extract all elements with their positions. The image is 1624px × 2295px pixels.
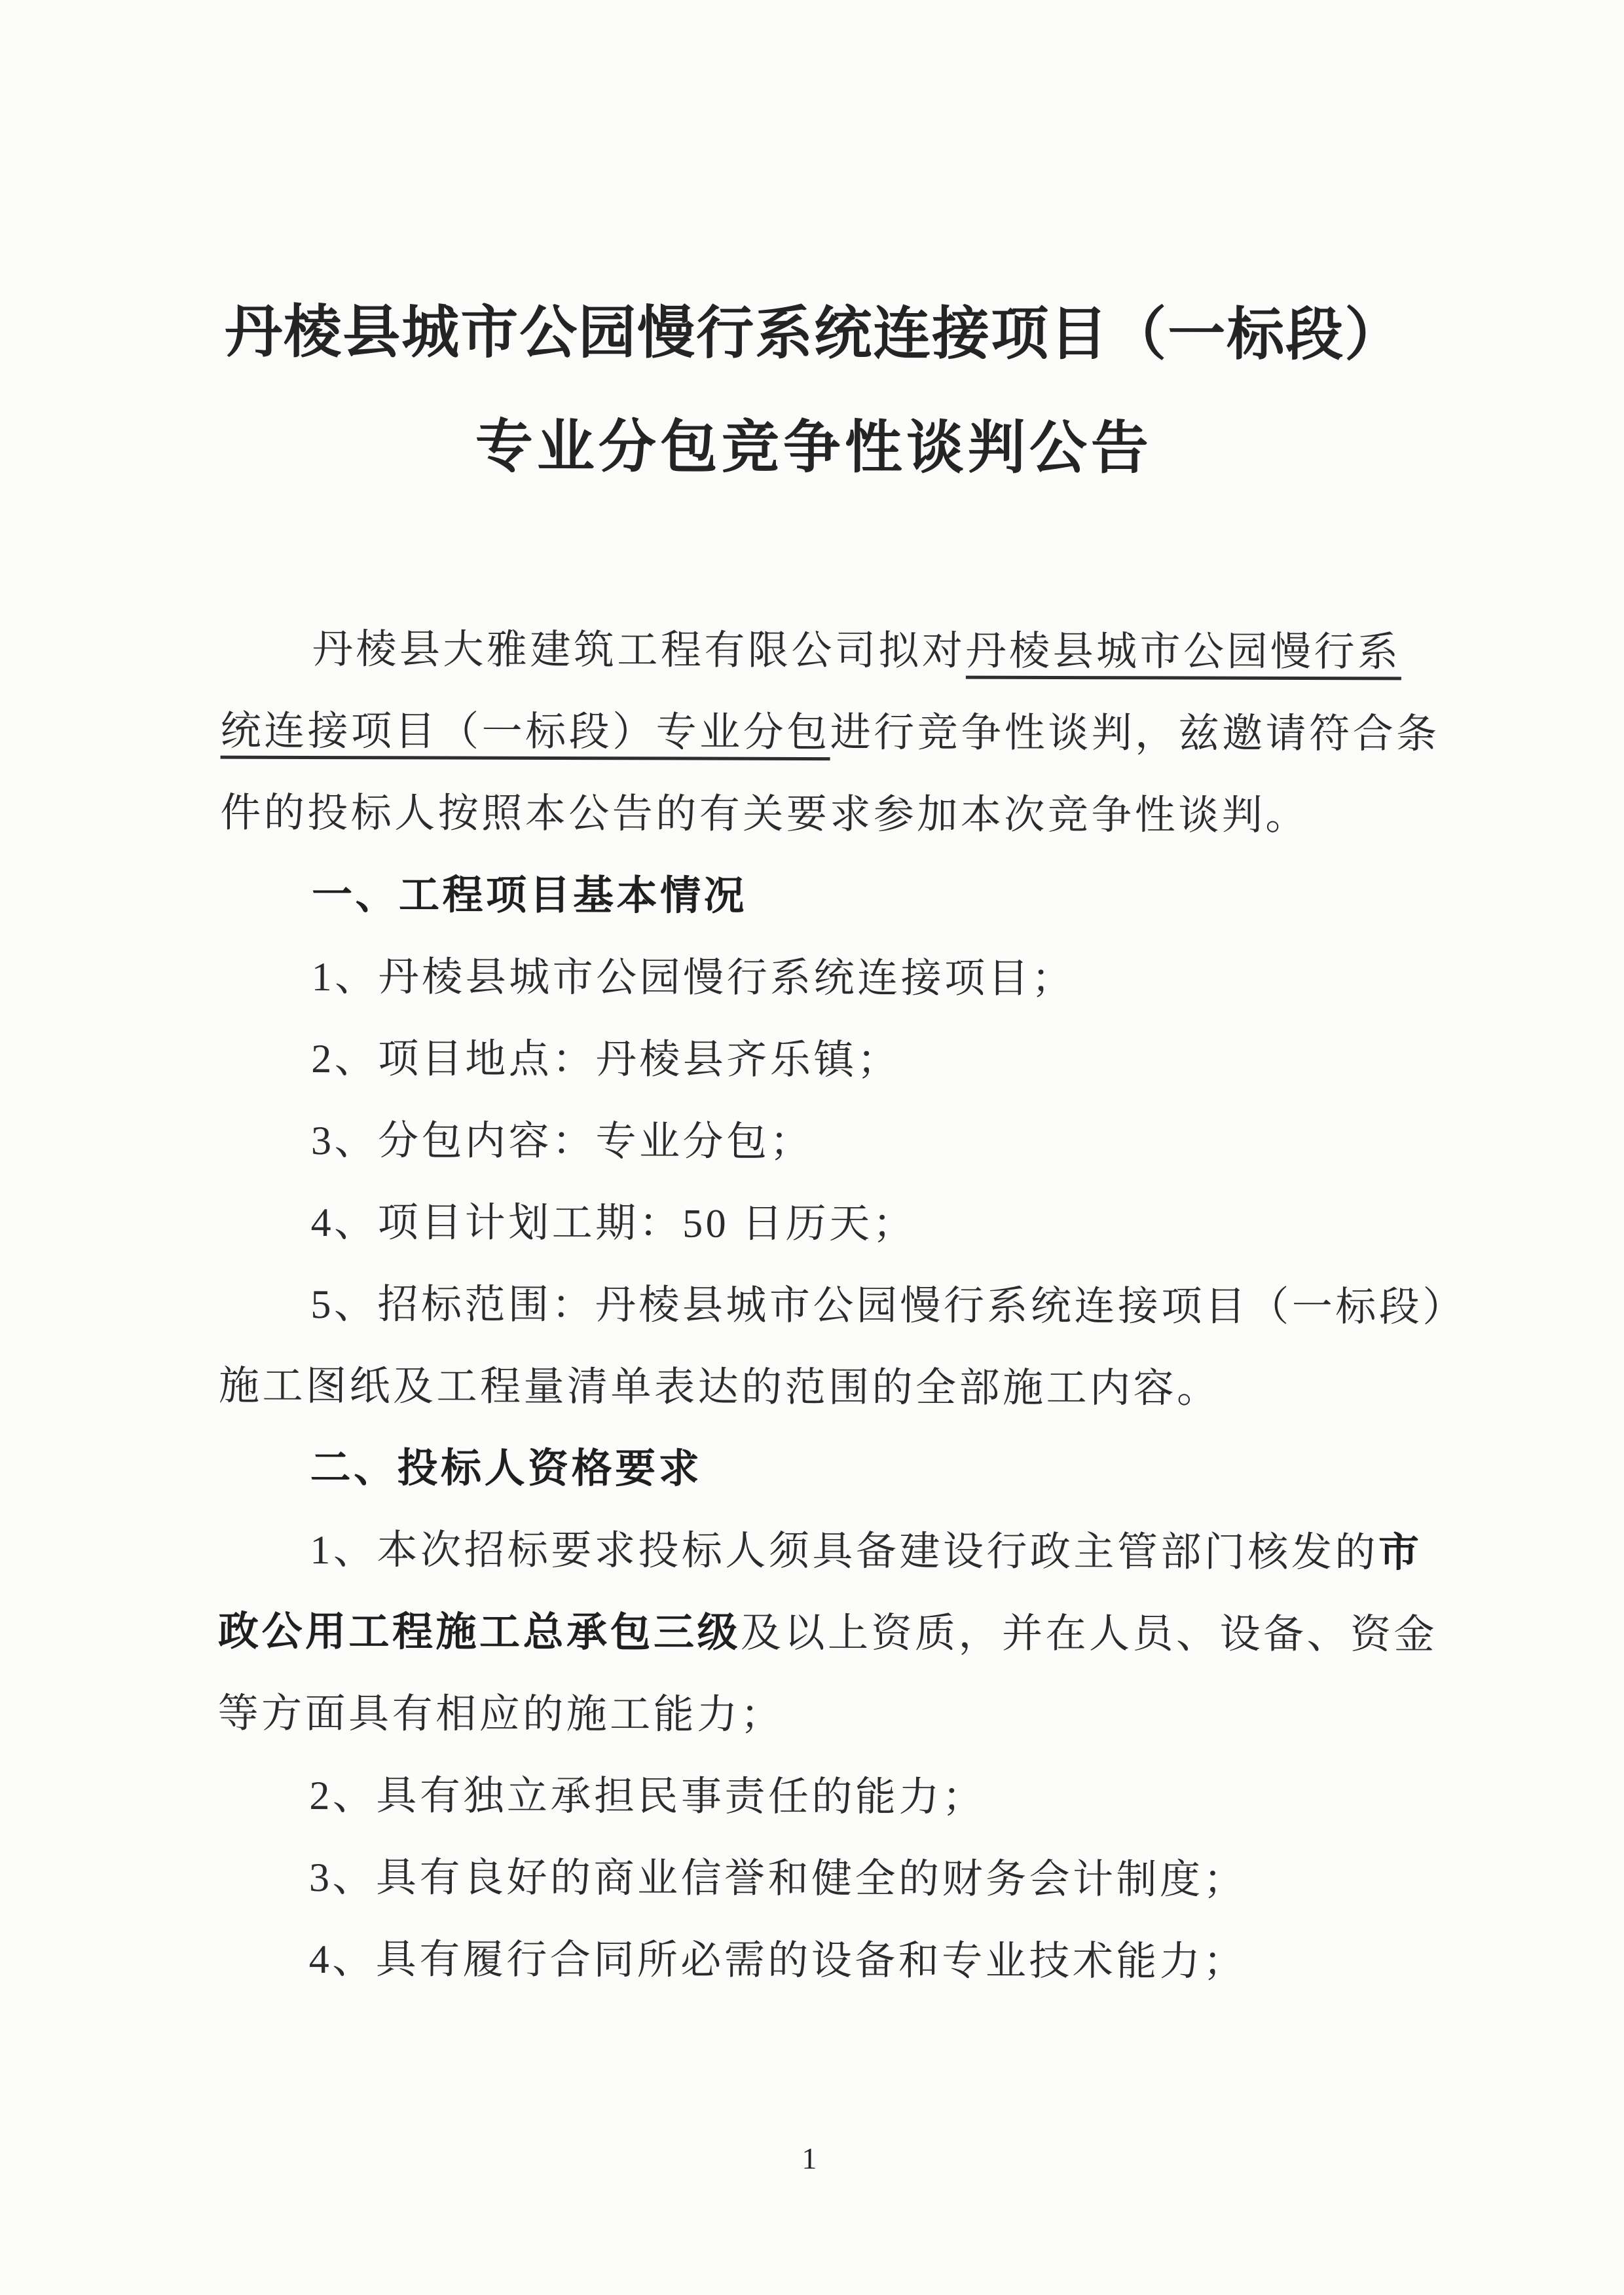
page-number: 1 [802,2141,817,2176]
paragraph1-line3: 件的投标人按照本公告的有关要求参加本次竞争性谈判。 [220,791,1309,838]
section1-item5-line1: 5、招标范围：丹棱县城市公园慢行系统连接项目（一标段） [310,1282,1466,1330]
section1-item5-line2: 施工图纸及工程量清单表达的范围的全部施工内容。 [218,1364,1221,1411]
section2-item1-line1-text: 1、本次招标要求投标人须具备建设行政主管部门核发的 [310,1527,1378,1576]
section1-item3: 3、分包内容：专业分包； [310,1118,814,1165]
paragraph1-line1-underlined-text: 丹棱县城市公园慢行系 [965,629,1401,681]
document-title-line1: 丹棱县城市公园慢行系统连接项目（一标段） [225,301,1404,368]
document-body [0,608,1624,2004]
paragraph1-line1-text: 丹棱县大雅建筑工程有限公司拟对 [312,627,966,674]
section2-item1-line2-text: 及以上资质，并在人员、设备、资金 [740,1611,1438,1658]
document-title-line2: 专业分包竞争性谈判公告 [475,415,1153,481]
section2-item3: 3、具有良好的商业信誉和健全的财务会计制度； [308,1855,1247,1903]
section1-item4: 4、项目计划工期：50 日历天； [310,1200,917,1247]
section1-item1: 1、丹棱县城市公园慢行系统连接项目； [311,954,1075,1002]
section2-item1-line3: 等方面具有相应的施工能力； [217,1691,784,1738]
section2-heading: 二、投标人资格要求 [310,1446,703,1492]
paragraph1-line2-text: 进行竞争性谈判，兹邀请符合条 [830,711,1440,757]
paragraph1-line1 [221,609,1455,694]
section2-item2: 2、具有独立承担民事责任的能力； [309,1773,986,1820]
section1-heading: 一、工程项目基本情况 [311,872,748,919]
section2-item1-line2 [218,1592,1452,1677]
paragraph1-line2-underlined-text: 统连接项目（一标段）专业分包 [221,709,830,760]
section2-item1-line1-bold-text: 市 [1378,1531,1422,1576]
section1-item2: 2、项目地点：丹棱县齐乐镇； [311,1036,901,1083]
section2-item1-line1 [218,1510,1452,1595]
paragraph1-line2 [220,691,1454,776]
section2-item1-line2-bold-text: 政公用工程施工总承包三级 [217,1609,741,1656]
section2-item4: 4、具有履行合同所必需的设备和专业技术能力； [308,1937,1247,1985]
